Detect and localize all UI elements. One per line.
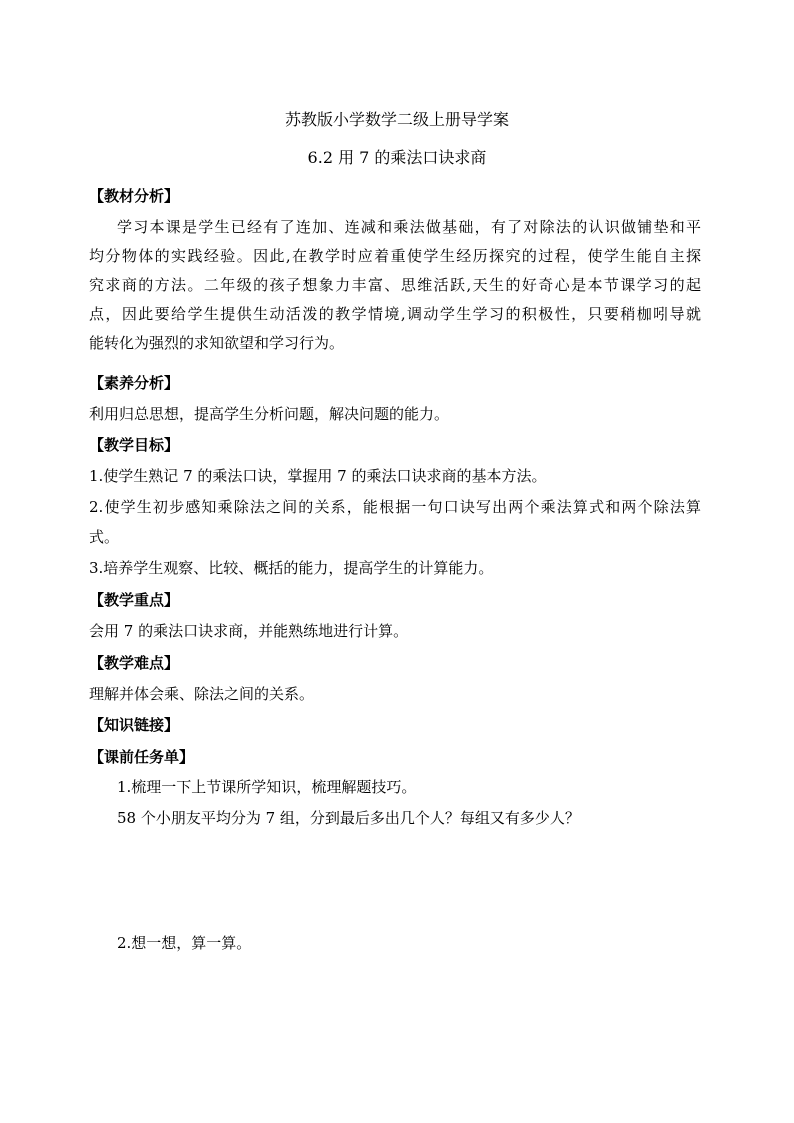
difficulties-text: 理解并体会乘、除法之间的关系。: [89, 685, 315, 703]
analysis-line-2: 均分物体的实践经验。因此,在教学时应着重使学生经历探究的过程，使学生能自主探: [89, 247, 701, 265]
goal-line-3: 3.培养学生观察、比较、概括的能力，提高学生的计算能力。: [89, 559, 494, 577]
section-heading-difficulties: 【教学难点】: [89, 654, 180, 672]
section-heading-pre-class: 【课前任务单】: [89, 748, 195, 766]
section-heading-key-points: 【教学重点】: [89, 591, 180, 609]
goal-line-2-continued: 式。: [89, 528, 120, 546]
analysis-line-1: 学习本课是学生已经有了连加、连减和乘法做基础，有了对除法的认识做铺垫和平: [117, 218, 701, 236]
pre-class-item-1: 1.梳理一下上节课所学知识，梳理解题技巧。: [117, 778, 417, 796]
analysis-line-5: 能转化为强烈的求知欲望和学习行为。: [89, 334, 345, 352]
section-heading-links: 【知识链接】: [89, 716, 180, 734]
goal-line-1: 1.使学生熟记 7 的乘法口诀，掌握用 7 的乘法口诀求商的基本方法。: [89, 467, 547, 485]
pre-class-item-2: 2.想一想，算一算。: [117, 934, 252, 952]
section-heading-literacy: 【素养分析】: [89, 374, 180, 392]
section-heading-goals: 【教学目标】: [89, 436, 180, 454]
key-points-text: 会用 7 的乘法口诀求商，并能熟练地进行计算。: [89, 622, 409, 640]
analysis-line-4: 点，因此要给学生提供生动活泼的教学情境,调动学生学习的积极性，只要稍枷吲导就: [89, 305, 701, 323]
document-subtitle: 6.2 用 7 的乘法口诀求商: [307, 148, 487, 167]
literacy-text: 利用归总思想，提高学生分析问题，解决问题的能力。: [89, 405, 450, 423]
section-heading-analysis: 【教材分析】: [89, 187, 180, 205]
pre-class-question: 58 个小朋友平均分为 7 组，分到最后多出几个人？每组又有多少人？: [117, 809, 580, 827]
goal-line-2: 2.使学生初步感知乘除法之间的关系，能根据一句口诀写出两个乘法算式和两个除法算: [89, 498, 701, 516]
document-title: 苏教版小学数学二级上册导学案: [284, 110, 509, 129]
analysis-line-3: 究求商的方法。二年级的孩子想象力丰富、思维活跃,天生的好奇心是本节课学习的起: [89, 276, 701, 294]
